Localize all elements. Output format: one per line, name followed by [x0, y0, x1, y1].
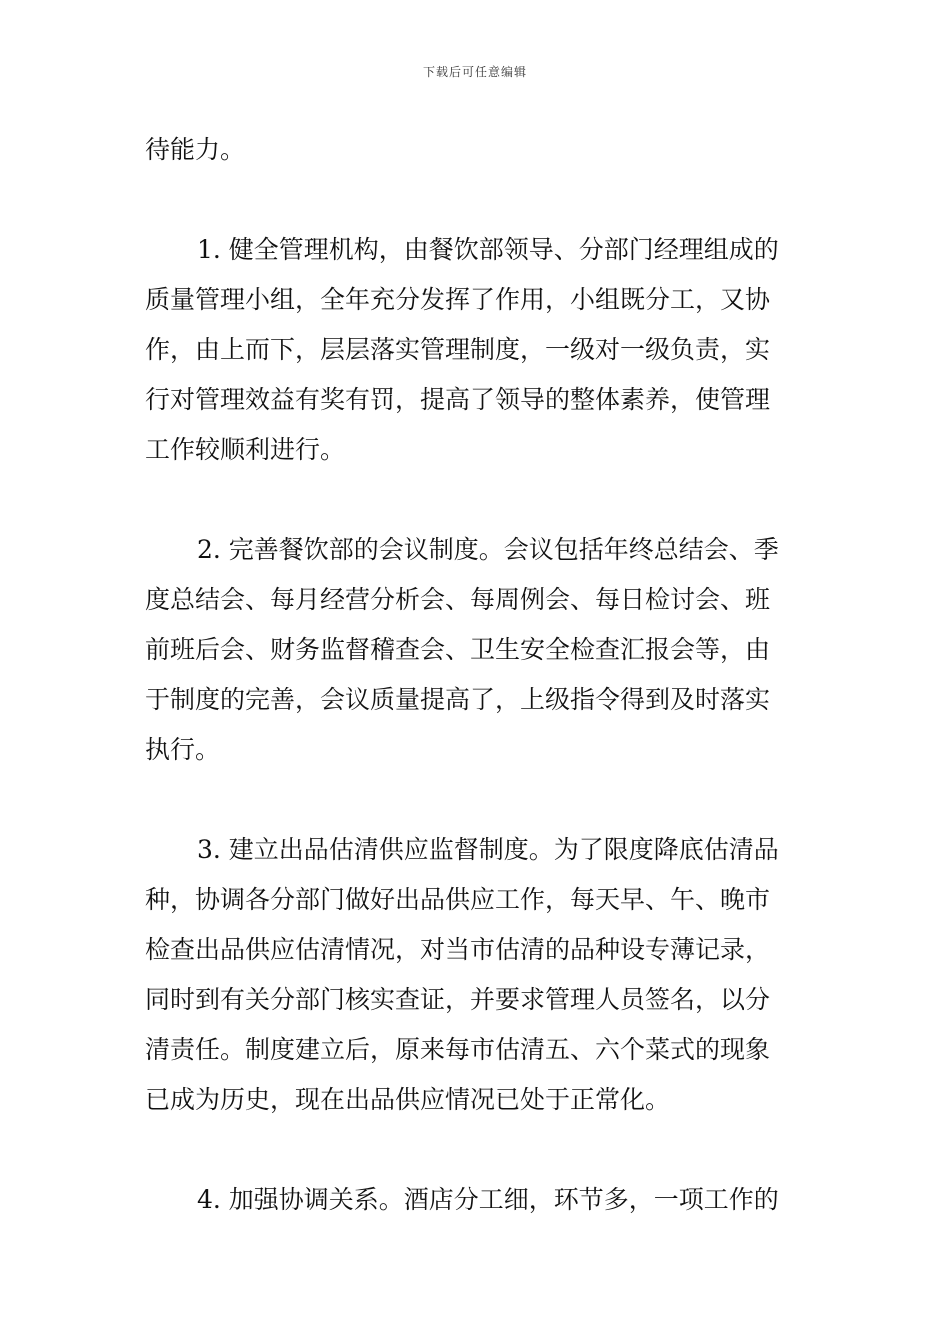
document-body	[145, 125, 807, 1225]
text-line: 待能力。	[145, 135, 246, 164]
text-line: 2. 完善餐饮部的会议制度。会议包括年终总结会、季	[197, 535, 779, 564]
paragraph	[145, 225, 807, 475]
text-line: 已成为历史，现在出品供应情况已处于正常化。	[145, 1085, 671, 1114]
text-line: 检查出品供应估清情况，对当市估清的品种设专薄记录，	[145, 935, 771, 964]
text-line: 执行。	[145, 735, 221, 764]
text-line: 3. 建立出品估清供应监督制度。为了限度降底估清品	[197, 835, 779, 864]
text-line: 工作较顺利进行。	[145, 435, 346, 464]
text-line: 行对管理效益有奖有罚，提高了领导的整体素养，使管理	[145, 385, 771, 414]
paragraph-gap	[145, 175, 807, 225]
paragraph-gap	[145, 475, 807, 525]
text-line: 种，协调各分部门做好出品供应工作，每天早、午、晚市	[145, 885, 771, 914]
paragraph	[145, 825, 807, 1125]
text-line: 度总结会、每月经营分析会、每周例会、每日检讨会、班	[145, 585, 771, 614]
text-line: 同时到有关分部门核实查证，并要求管理人员签名，以分	[145, 985, 771, 1014]
text-line: 清责任。制度建立后，原来每市估清五、六个菜式的现象	[145, 1035, 771, 1064]
paragraph-gap	[145, 1125, 807, 1175]
page-header: 下载后可任意编辑	[422, 65, 527, 79]
text-line: 作，由上而下，层层落实管理制度，一级对一级负责，实	[145, 335, 771, 364]
text-line: 质量管理小组，全年充分发挥了作用，小组既分工，又协	[145, 285, 771, 314]
paragraph	[145, 525, 807, 775]
text-line: 1. 健全管理机构，由餐饮部领导、分部门经理组成的	[197, 235, 779, 264]
text-line: 前班后会、财务监督稽查会、卫生安全检查汇报会等，由	[145, 635, 771, 664]
paragraph	[145, 1175, 807, 1225]
paragraph-gap	[145, 775, 807, 825]
text-line: 于制度的完善，会议质量提高了，上级指令得到及时落实	[145, 685, 771, 714]
text-line: 4. 加强协调关系。酒店分工细，环节多，一项工作的	[197, 1185, 779, 1214]
paragraph	[145, 125, 807, 175]
